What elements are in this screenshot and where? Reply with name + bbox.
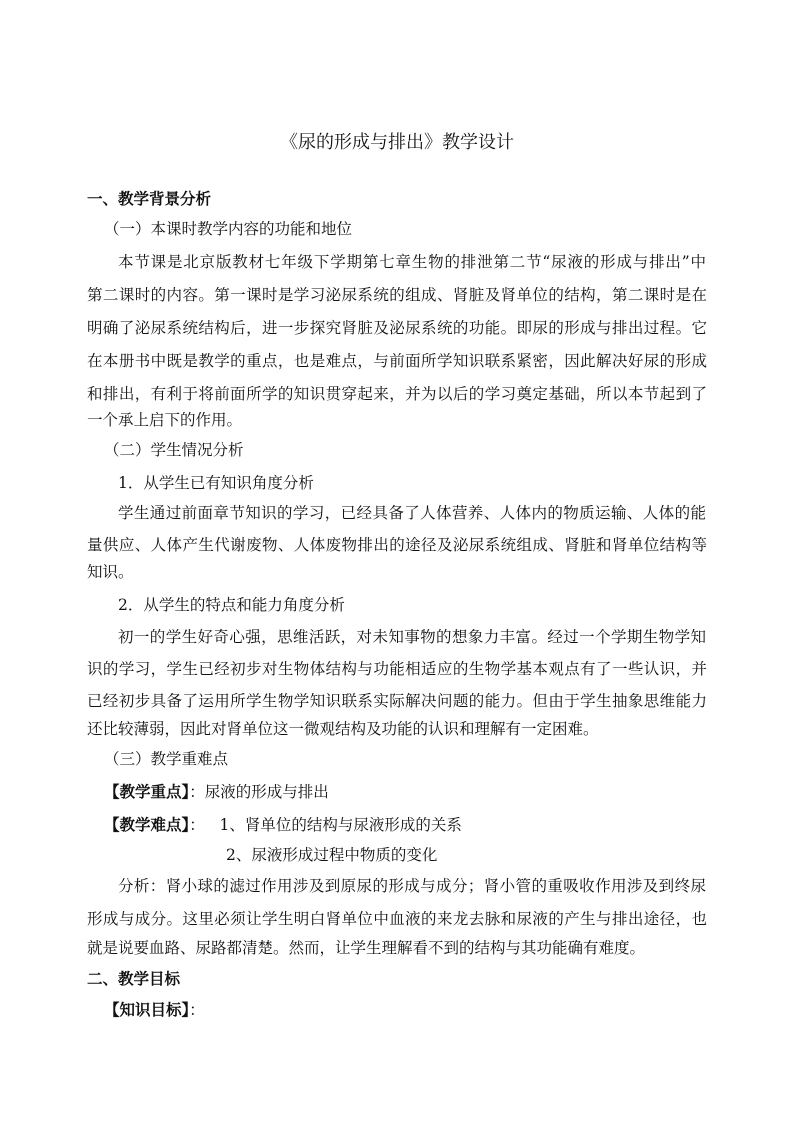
- subsection-1-heading: （一）本课时教学内容的功能和地位: [104, 220, 353, 238]
- paragraph-3-line-1: 初一的学生好奇心强，思维活跃，对未知事物的想象力丰富。经过一个学期生物学知: [118, 628, 706, 646]
- difficulty-line-1: [104, 815, 724, 835]
- paragraph-4-line-2: 形成与成分。这里必须让学生明白肾单位中血液的来龙去脉和尿液的产生与排出途径，也: [87, 910, 707, 928]
- knowledge-goal-colon: ：: [189, 1001, 205, 1019]
- paragraph-1-line-1: 本节课是北京版教材七年级下学期第七章生物的排泄第二节“尿液的形成与排出”中: [118, 253, 706, 271]
- subsection-2-item-2: 2．从学生的特点和能力角度分析: [118, 596, 345, 614]
- paragraph-2-line-1: 学生通过前面章节知识的学习，已经具备了人体营养、人体内的物质运输、人体的能: [118, 504, 706, 522]
- document-title: 《尿的形成与排出》教学设计: [280, 132, 514, 153]
- paragraph-4-line-3: 就是说要血路、尿路都清楚。然而，让学生理解看不到的结构与其功能确有难度。: [87, 939, 646, 957]
- key-point-line: [104, 782, 724, 802]
- key-point-label: 【教学重点】: [104, 782, 190, 801]
- knowledge-goal-label: 【知识目标】: [104, 1000, 190, 1019]
- paragraph-2-line-2: 量供应、人体产生代谢废物、人体废物排出的途径及泌尿系统组成、肾脏和肾单位结构等: [87, 536, 707, 554]
- knowledge-goal-line: [104, 1000, 724, 1020]
- difficulty-text-1: ： 1、肾单位的结构与尿液形成的关系: [189, 816, 462, 834]
- paragraph-3-line-4: 还比较薄弱，因此对肾单位这一微观结构及功能的认识和理解有一定困难。: [87, 720, 599, 738]
- paragraph-1-line-4: 在本册书中既是教学的重点，也是难点，与前面所学知识联系紧密，因此解决好尿的形成: [87, 352, 707, 370]
- subsection-3-heading: （三）教学重难点: [104, 750, 229, 768]
- section-2-heading: 二、教学目标: [87, 969, 181, 988]
- paragraph-3-line-2: 识的学习，学生已经初步对生物体结构与功能相适应的生物学基本观点有了一些认识，并: [87, 660, 707, 678]
- subsection-2-item-1: 1．从学生已有知识角度分析: [118, 474, 314, 492]
- difficulty-label: 【教学难点】: [104, 815, 190, 834]
- paragraph-1-line-2: 第二课时的内容。第一课时是学习泌尿系统的组成、肾脏及肾单位的结构，第二课时是在: [87, 286, 707, 304]
- section-1-heading: 一、教学背景分析: [87, 189, 212, 208]
- subsection-2-heading: （二）学生情况分析: [104, 441, 244, 459]
- key-point-text: ：尿液的形成与排出: [189, 783, 329, 801]
- paragraph-4-line-1: 分析：肾小球的滤过作用涉及到原尿的形成与成分；肾小管的重吸收作用涉及到终尿: [118, 877, 706, 895]
- paragraph-2-line-3: 知识。: [87, 563, 134, 581]
- paragraph-3-line-3: 已经初步具备了运用所学生物学知识联系实际解决问题的能力。但由于学生抽象思维能力: [87, 692, 707, 710]
- difficulty-text-2: 2、尿液形成过程中物质的变化: [226, 846, 438, 864]
- paragraph-1-line-6: 一个承上启下的作用。: [87, 411, 243, 429]
- paragraph-1-line-5: 和排出，有利于将前面所学的知识贯穿起来，并为以后的学习奠定基础，所以本节起到了: [87, 385, 707, 403]
- paragraph-1-line-3: 明确了泌尿系统结构后，进一步探究肾脏及泌尿系统的功能。即尿的形成与排出过程。它: [87, 319, 707, 337]
